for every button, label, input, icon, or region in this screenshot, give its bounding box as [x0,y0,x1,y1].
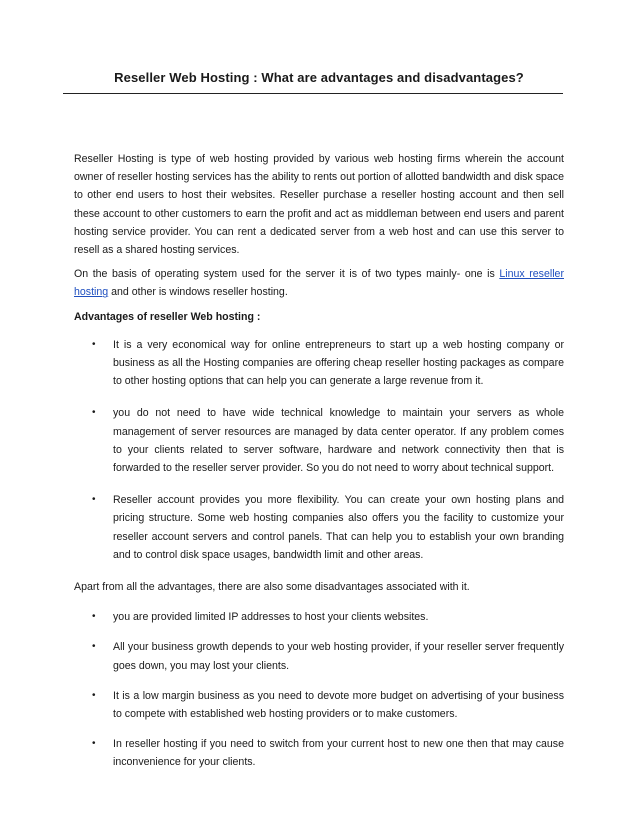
bullet-icon: • [92,407,96,419]
advantages-list [74,336,564,564]
page-title: Reseller Web Hosting : What are advantages and disadvantages? [114,70,524,85]
disadvantages-intro: Apart from all the advantages, there are also some disadvantages associated with it. [74,581,470,594]
list-item-text: In reseller hosting if you need to switch from your current host to new one then that may cause inconvenience for your clients. [113,738,564,769]
list-item [74,687,564,723]
title-underline [63,93,563,94]
list-item [74,638,564,674]
bullet-icon: • [92,611,96,623]
bullet-icon: • [92,494,96,506]
intro-paragraph: Reseller Hosting is type of web hosting provided by various web hosting firms wherein the account owner of reseller hosting services has the ability to rents out portion of allotted bandwidth and disk space to other end users to host their websites. Reseller purchase a reseller hosting account and then sell these account to other customers to earn the profit and act as middleman between end users and parent hosting service provider. You can rent a dedicated server from a web host and can use this server to resell as a shared hosting services. [74,153,564,257]
list-item-text: It is a very economical way for online entrepreneurs to start up a web hosting company or business as all the Hosting companies are offering cheap reseller hosting packages as compare to other hosting options that can help you can generate a large revenue from it. [113,338,564,388]
list-item [74,336,564,391]
list-item-text: All your business growth depends to your web hosting provider, if your reseller server frequently goes down, you may lost your clients. [113,641,564,672]
linux-reseller-hosting-link[interactable]: Linux reseller hosting [74,268,564,299]
bullet-icon: • [92,338,96,350]
bullet-icon: • [92,641,96,653]
list-item [74,491,564,564]
os-paragraph-text-after: and other is windows reseller hosting. [108,286,288,299]
os-paragraph [74,265,564,301]
list-item-text: Reseller account provides you more flexibility. You can create your own hosting plans and pricing structure. Some web hosting companies also offers you the facility to customize your reseller account servers and control panels. That can help you to establish your own branding and to control disk space usages, bandwidth limit and other areas. [113,494,564,561]
os-paragraph-text-before: On the basis of operating system used for the server it is of two types mainly- one is [74,268,500,281]
list-item [74,404,564,477]
disadvantages-list [74,608,564,771]
list-item-text: you are provided limited IP addresses to host your clients websites. [113,611,429,624]
list-item-text: you do not need to have wide technical knowledge to maintain your servers as whole management of server resources are managed by data center operator. If any problem comes to your clients related to server software, hardware and network connectivity then that is forwarded to the reseller server provider. So you do not need to worry about technical support. [113,407,564,475]
bullet-icon: • [92,689,96,701]
advantages-heading: Advantages of reseller Web hosting : [74,310,261,323]
list-item-text: It is a low margin business as you need to devote more budget on advertising of your business to compete with established web hosting providers or to make customers. [113,689,564,721]
document-body [74,150,564,784]
list-item [74,608,564,626]
list-item [74,735,564,771]
bullet-icon: • [92,738,96,750]
